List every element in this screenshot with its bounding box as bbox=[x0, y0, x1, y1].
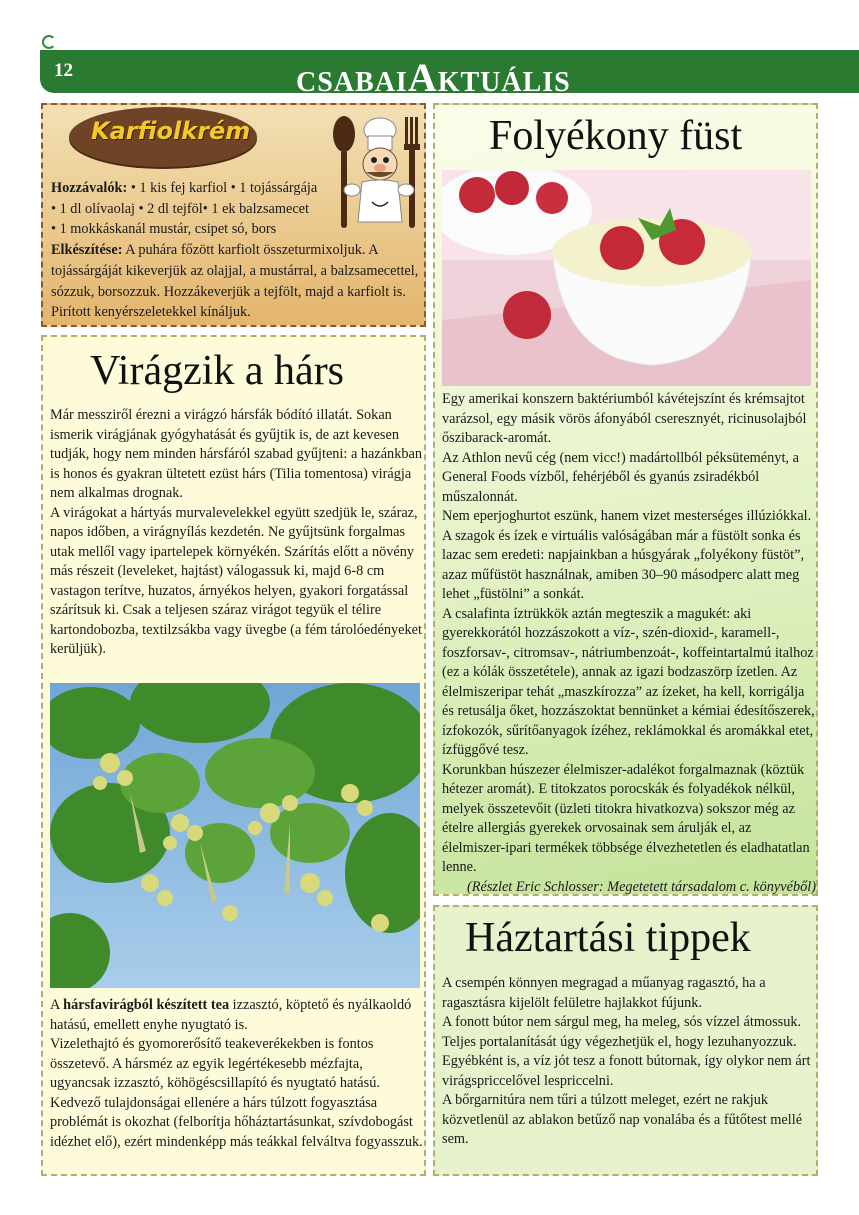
ingredients-line-1 bbox=[51, 178, 423, 199]
linden-tea-paragraphs bbox=[50, 996, 424, 1152]
paragraph: Vizelethajtó és gyomorerősítő teakeverékekben is fontos összetevő. A hársméz az egyik legértékesebb mézfajta, ugyancsak izzasztó, köhögéscsillapító és nyugtató hatású. Kedvező tulajdonságai ellenére a hárs túlzott fogyasztása problémát is okozhat (felborítja hőháztartásunkat, szívdobogást idézhet elő), ezért mindenképp más teákkal felváltva fogyasszuk. bbox=[50, 1036, 423, 1150]
household-tips-title: Háztartási tippek bbox=[465, 915, 751, 961]
recipe-box bbox=[41, 103, 426, 327]
liquid-smoke-article-title: Folyékony füst bbox=[489, 113, 743, 159]
paragraph: A csempén könnyen megragad a műanyag ragasztó, ha a ragasztásra kijelölt felületre hajlakkot fújunk. bbox=[442, 975, 766, 1011]
masthead-title bbox=[296, 54, 571, 101]
ingredients-line-2: • 1 dl olívaolaj • 2 dl tejföl• 1 ek balzsamecet bbox=[51, 200, 309, 217]
yogurt-raspberry-photo bbox=[442, 170, 811, 386]
masthead-rest: KTUÁLIS bbox=[437, 67, 571, 98]
paragraph: A fonott bútor nem sárgul meg, ha meleg, sós vízzel átmossuk. Teljes portalanítását úgy végezhetjük el, hogy lezuhanyozzuk. Egyébként is, a víz jót tesz a fonott bútornak, így olykor nem árt virágspriccelővel lespriccelni. bbox=[442, 1014, 811, 1089]
tea-bold: hársfavirágból készített tea bbox=[63, 997, 230, 1013]
paragraph: Egy amerikai konszern baktériumból kávétejszínt és krémsajtot varázsol, egy másik vörös áfonyából cseresznyét, ricinusolajból őszibarack-aromát. bbox=[442, 391, 807, 446]
tea-paragraph bbox=[50, 996, 424, 1035]
linden-article-box bbox=[41, 335, 426, 1176]
tea-prefix: A bbox=[50, 997, 64, 1013]
paragraph: A virágokat a hártyás murvalevelekkel együtt szedjük le, száraz, napos időben, a virágnyílás kezdetén. Ne gyűjtsünk forgalmas utak mellől vagy ipartelepek környékén. Szárítás előtt a növény más részeit (leveleket, hajtást) válogassuk ki, majd 6-8 cm vastagon terítve, huzatos, árnyékos helyen, gyakori forgatással szárítsuk ki. Csak a teljesen száraz virágot tegyük el télire kartondobozba, textilzsákba vagy üvegbe (a fém tárolóedényeket kerüljük). bbox=[50, 504, 422, 657]
paragraph: Az Athlon nevű cég (nem vicc!) madártollból péksüteményt, a General Foods vízből, fehérjéből és gyanús zsiradékból műszalonnát. bbox=[442, 449, 799, 505]
liquid-smoke-article-body bbox=[442, 390, 816, 897]
method-text: A puhára főzött karfiolt összeturmixoljuk. A tojássárgáját kikeverjük az olajjal, a mustárral, a balzsamecettel, sózzuk, borsozzuk. Hozzákeverjük a tejfölt, majd a karfiolt is. Pirított kenyérszeletekkel kínáljuk. bbox=[51, 242, 419, 321]
method-paragraph bbox=[51, 240, 423, 323]
paragraph: Korunkban húszezer élelmiszer-adalékot forgalmaznak (köztük hétezer aromát). E titokzatos porocskák és folyadékok nélkül, melyek összetevőit (üzleti titokra hivatkozva) sokszor még az ételre allergiás gyerekek orvosainak sem árulják el, az élelmiszer-ipari termékek többsége élvezhetetlen és eladhatatlan lenne. bbox=[442, 761, 810, 875]
linden-article-title: Virágzik a hárs bbox=[90, 348, 345, 394]
method-label: Elkészítése: bbox=[51, 242, 123, 259]
source-citation: (Részlet Eric Schlosser: Megetetett társadalom c. könyvéből) bbox=[467, 878, 816, 895]
ingredients-label: Hozzávalók: bbox=[51, 180, 128, 196]
linden-article-body bbox=[50, 406, 422, 660]
masthead-big-letter: A bbox=[407, 55, 438, 100]
swirl-ornament-icon bbox=[42, 35, 56, 49]
recipe-title: Karfiolkrém bbox=[91, 117, 251, 145]
household-tips-body bbox=[442, 974, 814, 1150]
recipe-text bbox=[51, 178, 423, 323]
liquid-smoke-article-box bbox=[433, 103, 818, 896]
paragraph: Nem eperjoghurtot eszünk, hanem vizet mesterséges illúziókkal. A szagok és ízek e virtuális valóságában már a füstölt sonka és lazac sem eredeti: napjainkban a húsgyárak „folyékony füstöt”, azaz műfüstöt használnak, amiben 30–90 másodperc alatt meg lehet „füstölni” a sonkát. bbox=[442, 508, 812, 602]
paragraph: A bőrgarnitúra nem tűri a túlzott meleget, ezért ne rakjuk közvetlenül az ablakon betűző nap vonalába és a fűtőtest mellé sem. bbox=[442, 1092, 803, 1147]
masthead-prefix: CSABAI bbox=[296, 67, 408, 98]
paragraph: Már messziről érezni a virágzó hársfák bódító illatát. Sokan ismerik virágjának gyógyhatását és gyűjtik is, de azt kevesen tudják, hogy nem minden hársfáról szabad gyűjteni: a hazánkban is honos és gyakran ültetett ezüst hárs (Tilia tomentosa) virágja nem alkalmas drognak. bbox=[50, 407, 422, 501]
ingredients-line-3: • 1 mokkáskanál mustár, csipet só, bors bbox=[51, 221, 277, 238]
ingredients-text-1: • 1 kis fej karfiol • 1 tojássárgája bbox=[127, 180, 318, 196]
household-tips-box bbox=[433, 905, 818, 1176]
linden-blossom-photo bbox=[50, 683, 420, 988]
paragraph: A csalafinta íztrükkök aztán megteszik a magukét: aki gyerekkorától hozzászokott a víz-, szén-dioxid-, karamell-, foszforsav-, citromsav-, nátriumbenzoát-, koffeintartalmú italhoz (ez a kólák összetétele), annak az igazi bodzaszörp ízetlen. Az élelmiszeripar tehát „maszkírozza” az ízeket, ha kell, korrigálja és retusálja őket, hozzászoktat bennünket a kémiai édesítőszerek, ízfokozók, sűrítőanyagok ízéhez, reklámokkal és aromákkal etet, ízfüggővé tesz. bbox=[442, 605, 815, 758]
tea-rest: izzasztó, köptető és nyálkaoldó hatású, emellett enyhe nyugtató is. bbox=[50, 997, 412, 1033]
page-number: 12 bbox=[54, 60, 73, 81]
